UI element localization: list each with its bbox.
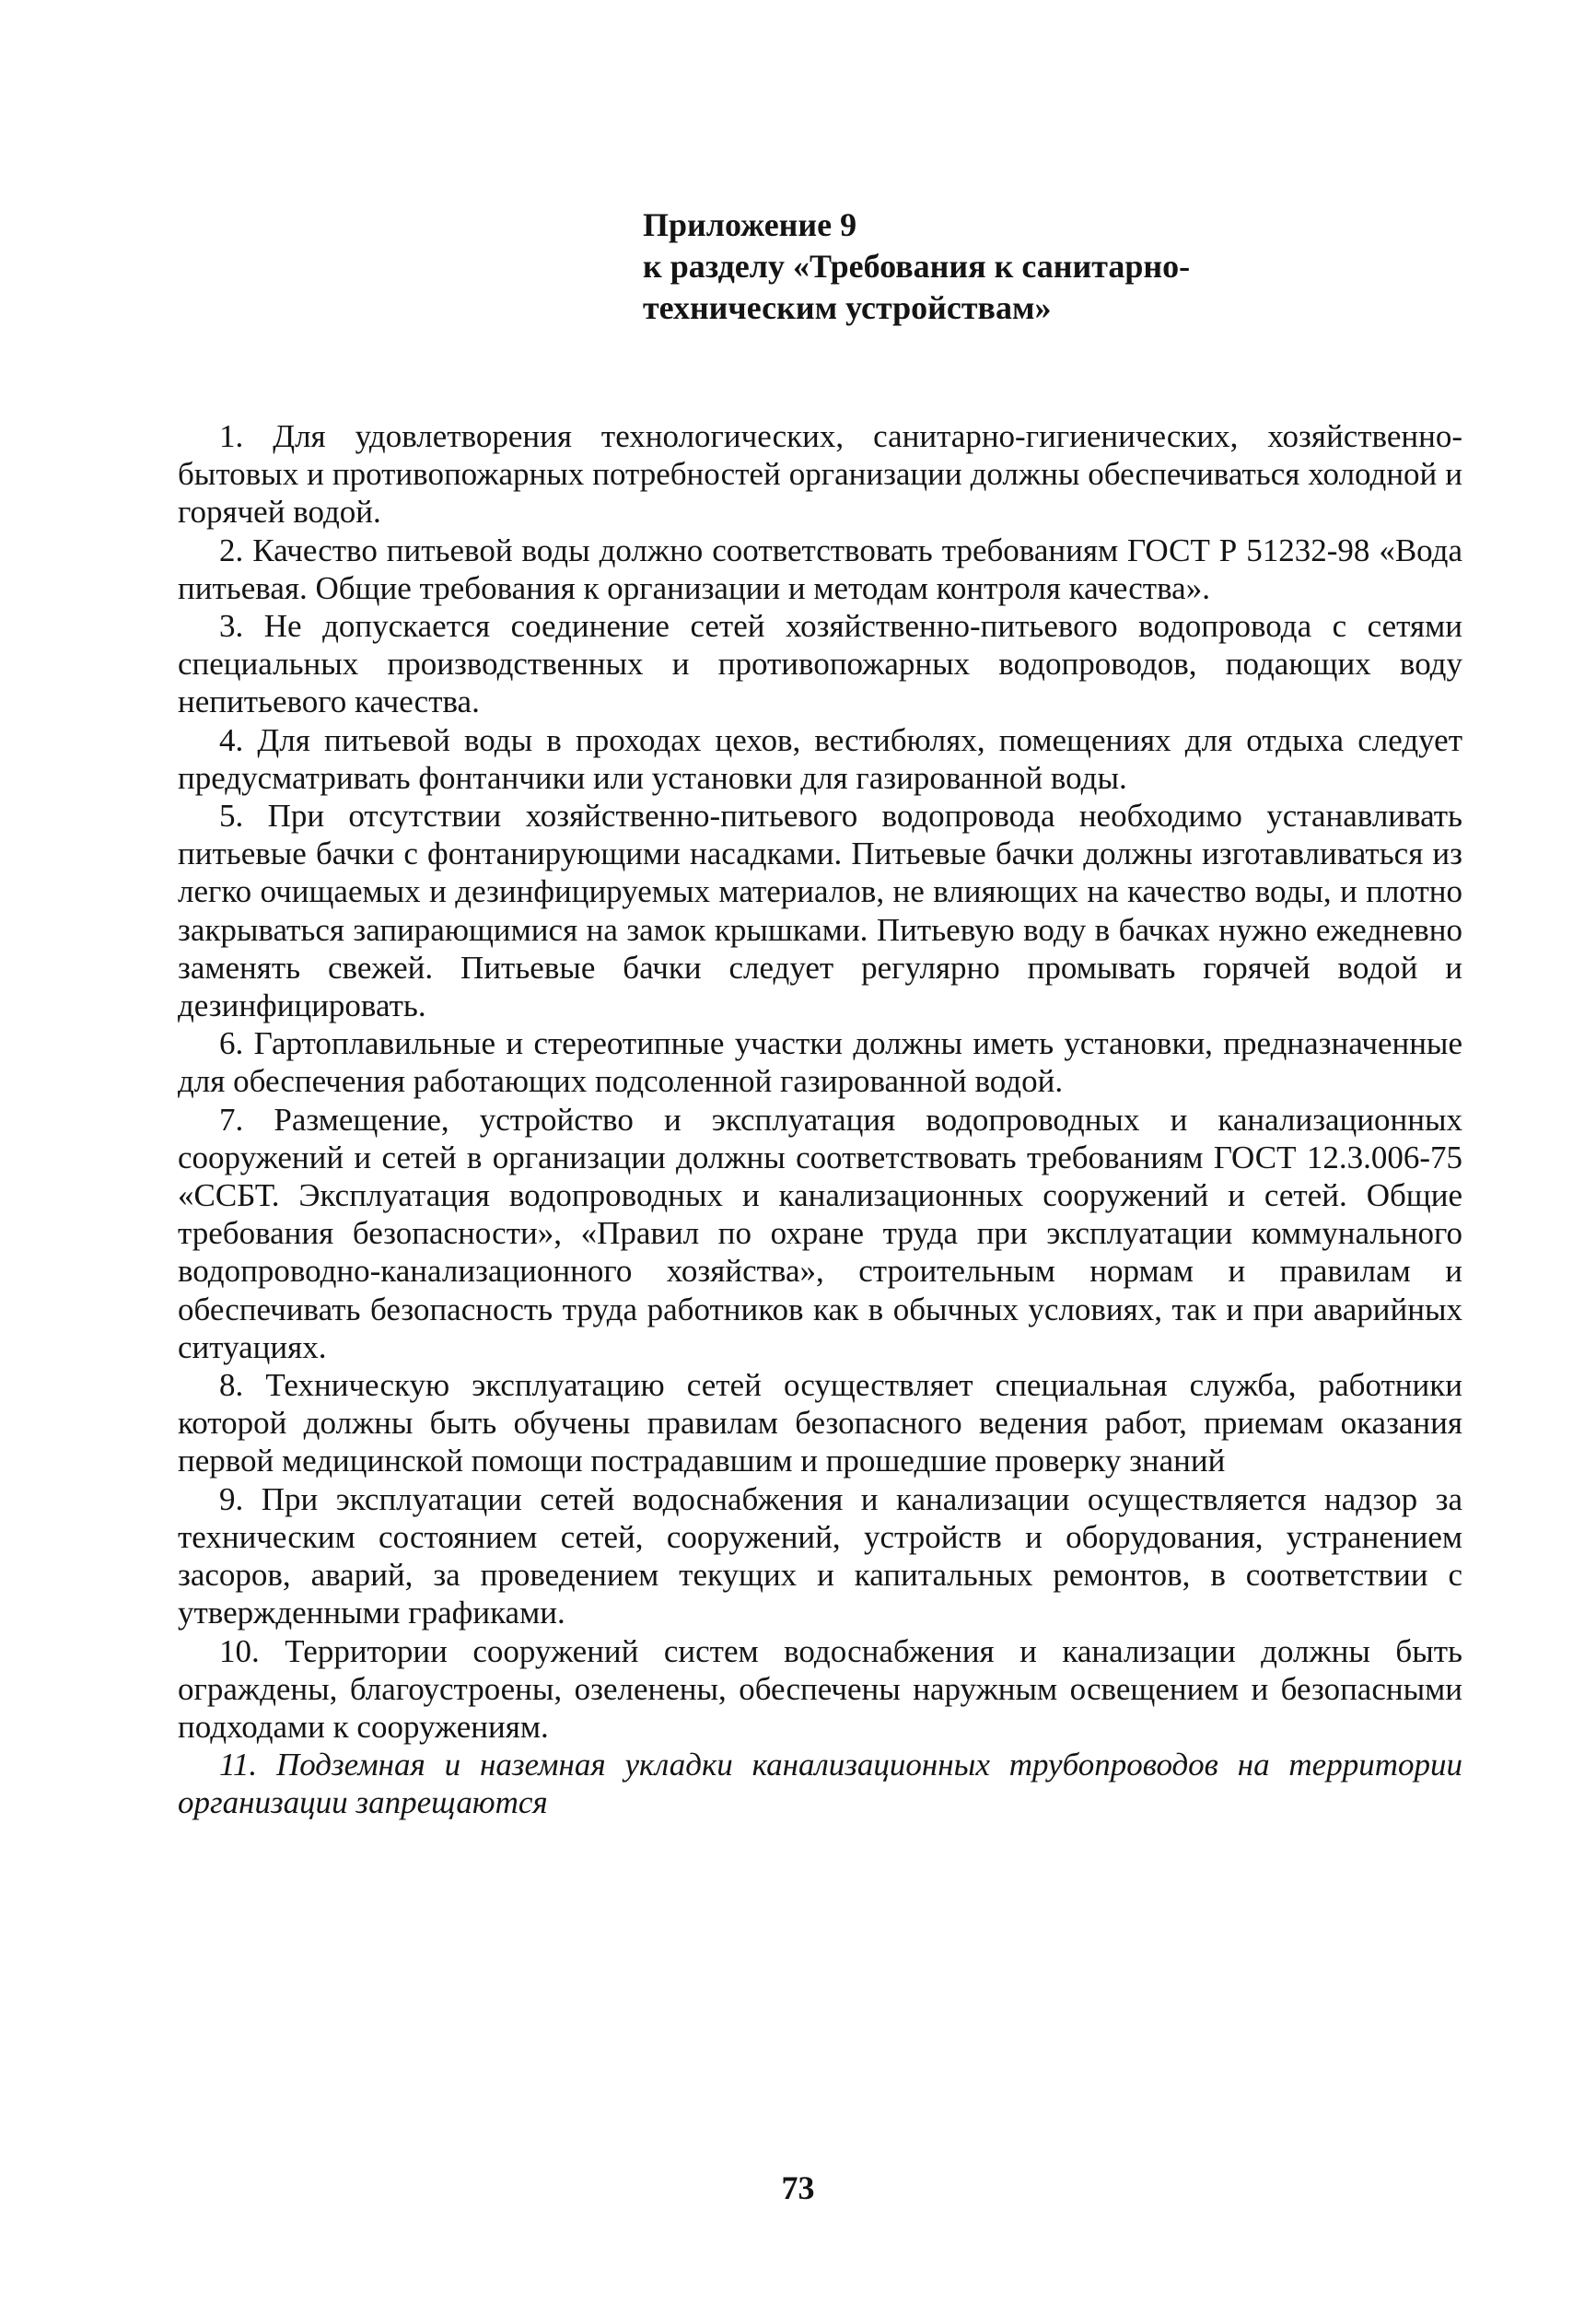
appendix-header [643,205,1343,329]
paragraph-6: 6. Гартоплавильные и стереотипные участки должны иметь установки, предназначенные для обеспечения работающих подсоленной газированной водой. [178,1025,1462,1100]
paragraph-3: 3. Не допускается соединение сетей хозяйственно-питьевого водопровода с сетями специальных производственных и противопожарных водопроводов, подающих воду непитьевого качества. [178,608,1462,720]
page-number: 73 [781,2169,815,2206]
paragraph-5: 5. При отсутствии хозяйственно-питьевого водопровода необходимо устанавливать питьевые бачки с фонтанирующими насадками. Питьевые бачки должны изготавливаться из легко очищаемых и дезинфицируемых материалов, не влияющих на качество воды, и плотно закрываться запирающимися на замок крышками. Питьевую воду в бачках нужно ежедневно заменять свежей. Питьевые бачки следует регулярно промывать горячей водой и дезинфицировать. [178,798,1462,1024]
paragraph-8: 8. Техническую эксплуатацию сетей осуществляет специальная служба, работники которой должны быть обучены правилам безопасного ведения работ, приемам оказания первой медицинской помощи пострадавшим и прошедшие проверку знаний [178,1367,1462,1479]
appendix-subtitle-line1: к разделу «Требования к санитарно- [643,248,1191,285]
body-text [178,417,1462,1822]
paragraph-9: 9. При эксплуатации сетей водоснабжения и канализации осуществляется надзор за техническим состоянием сетей, сооружений, устройств и оборудования, устранением засоров, аварий, за проведением текущих и капитальных ремонтов, в соответствии с утвержденными графиками. [178,1480,1462,1631]
paragraph-11: 11. Подземная и наземная укладки канализационных трубопроводов на территории организации запрещаются [178,1747,1462,1821]
appendix-subtitle-line2: техническим устройствам» [643,289,1052,326]
paragraph-7: 7. Размещение, устройство и эксплуатация водопроводных и канализационных сооружений и сетей в организации должны соответствовать требованиям ГОСТ 12.3.006-75 «ССБТ. Эксплуатация водопроводных и канализационных сооружений и сетей. Общие требования безопасности», «Правил по охране труда при эксплуатации коммунального водопроводно-канализационного хозяйства», строительным нормам и правилам и обеспечивать безопасность труда работников как в обычных условиях, так и при аварийных ситуациях. [178,1101,1462,1365]
paragraph-2: 2. Качество питьевой воды должно соответствовать требованиям ГОСТ Р 51232-98 «Вода питьевая. Общие требования к организации и методам контроля качества». [178,532,1462,606]
paragraph-1: 1. Для удовлетворения технологических, санитарно-гигиенических, хозяйственно-бытовых и противопожарных потребностей организации должны обеспечиваться холодной и горячей водой. [178,418,1462,531]
paragraph-4: 4. Для питьевой воды в проходах цехов, вестибюлях, помещениях для отдыха следует предусматривать фонтанчики или установки для газированной воды. [178,721,1462,796]
appendix-title: Приложение 9 [643,206,857,243]
paragraph-10: 10. Территории сооружений систем водоснабжения и канализации должны быть ограждены, благоустроены, озеленены, обеспечены наружным освещением и безопасными подходами к сооружениям. [178,1632,1462,1745]
